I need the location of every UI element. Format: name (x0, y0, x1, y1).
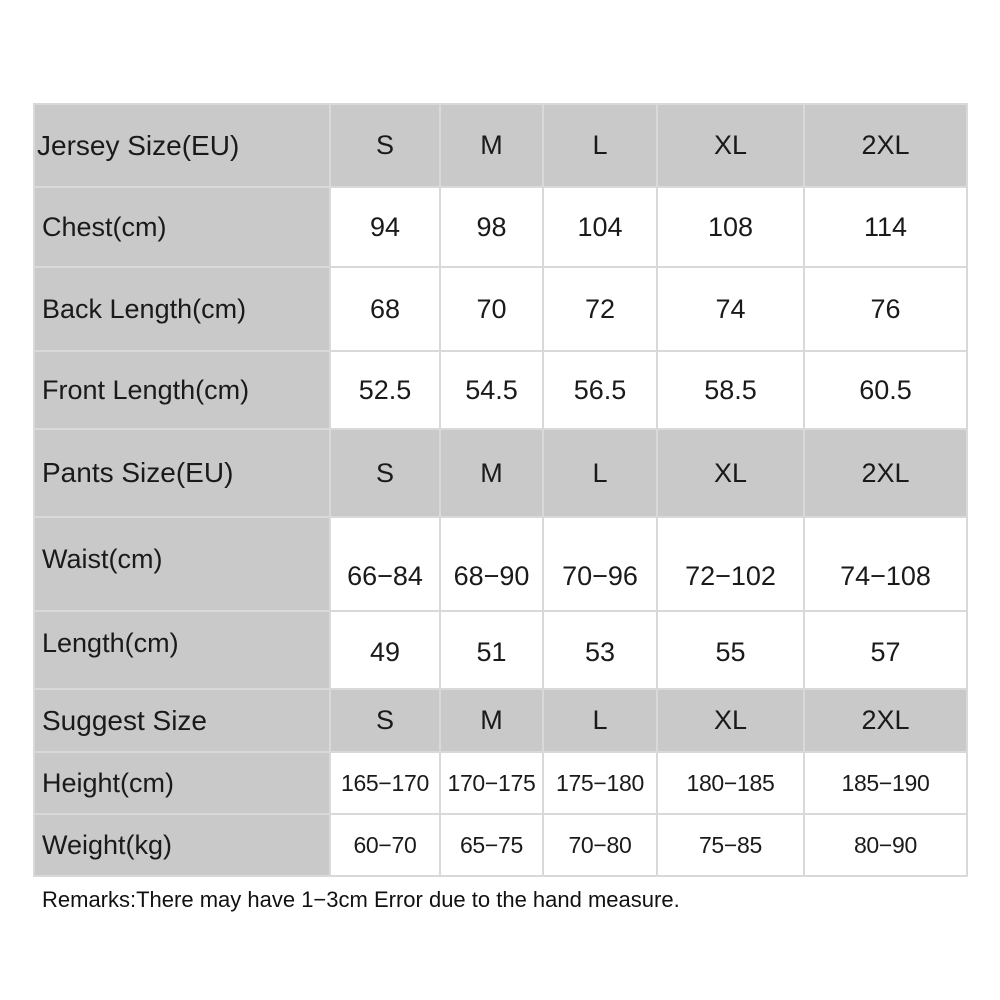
table-cell: 66−84 (330, 517, 440, 611)
size-header-s: S (330, 429, 440, 517)
size-chart-table (33, 103, 968, 877)
size-header-xl: XL (657, 429, 804, 517)
row-label-back-length: Back Length(cm) (34, 267, 330, 351)
table-row-weight (34, 814, 967, 876)
table-cell: 104 (543, 187, 657, 267)
table-cell: 75−85 (657, 814, 804, 876)
size-header-m: M (440, 689, 543, 752)
size-header-2xl: 2XL (804, 429, 967, 517)
table-cell: 175−180 (543, 752, 657, 814)
row-label-height: Height(cm) (34, 752, 330, 814)
table-cell: 49 (330, 611, 440, 689)
table-cell: 57 (804, 611, 967, 689)
table-cell: 94 (330, 187, 440, 267)
row-label-chest: Chest(cm) (34, 187, 330, 267)
size-header-l: L (543, 689, 657, 752)
table-cell: 180−185 (657, 752, 804, 814)
size-header-m: M (440, 429, 543, 517)
table-cell: 60.5 (804, 351, 967, 429)
size-header-2xl: 2XL (804, 689, 967, 752)
table-cell: 60−70 (330, 814, 440, 876)
size-header-m: M (440, 104, 543, 187)
table-cell: 108 (657, 187, 804, 267)
table-cell: 68−90 (440, 517, 543, 611)
pants-size-header-label: Pants Size(EU) (34, 429, 330, 517)
table-cell: 165−170 (330, 752, 440, 814)
row-label-front-length: Front Length(cm) (34, 351, 330, 429)
size-header-l: L (543, 429, 657, 517)
table-cell: 70 (440, 267, 543, 351)
table-cell: 98 (440, 187, 543, 267)
table-cell: 56.5 (543, 351, 657, 429)
table-row-waist (34, 517, 967, 611)
table-cell: 70−96 (543, 517, 657, 611)
suggest-size-header-label: Suggest Size (34, 689, 330, 752)
table-cell: 185−190 (804, 752, 967, 814)
jersey-size-header-row (34, 104, 967, 187)
table-row-pants-length (34, 611, 967, 689)
table-cell: 53 (543, 611, 657, 689)
table-cell: 72 (543, 267, 657, 351)
table-cell: 170−175 (440, 752, 543, 814)
size-header-s: S (330, 104, 440, 187)
table-cell: 52.5 (330, 351, 440, 429)
row-label-waist: Waist(cm) (34, 517, 330, 611)
size-header-s: S (330, 689, 440, 752)
suggest-size-header-row (34, 689, 967, 752)
size-header-l: L (543, 104, 657, 187)
table-row-front-length (34, 351, 967, 429)
table-cell: 70−80 (543, 814, 657, 876)
table-row-chest (34, 187, 967, 267)
table-cell: 114 (804, 187, 967, 267)
table-cell: 51 (440, 611, 543, 689)
row-label-weight: Weight(kg) (34, 814, 330, 876)
table-cell: 74−108 (804, 517, 967, 611)
table-cell: 54.5 (440, 351, 543, 429)
table-cell: 65−75 (440, 814, 543, 876)
size-header-xl: XL (657, 104, 804, 187)
size-header-xl: XL (657, 689, 804, 752)
table-cell: 68 (330, 267, 440, 351)
table-row-height (34, 752, 967, 814)
table-cell: 74 (657, 267, 804, 351)
jersey-size-header-label: Jersey Size(EU) (34, 104, 330, 187)
size-header-2xl: 2XL (804, 104, 967, 187)
pants-size-header-row (34, 429, 967, 517)
table-cell: 58.5 (657, 351, 804, 429)
table-cell: 55 (657, 611, 804, 689)
table-cell: 80−90 (804, 814, 967, 876)
row-label-pants-length: Length(cm) (34, 611, 330, 689)
remarks-note: Remarks:There may have 1−3cm Error due to the hand measure. (42, 887, 680, 912)
table-row-back-length (34, 267, 967, 351)
table-cell: 72−102 (657, 517, 804, 611)
table-cell: 76 (804, 267, 967, 351)
